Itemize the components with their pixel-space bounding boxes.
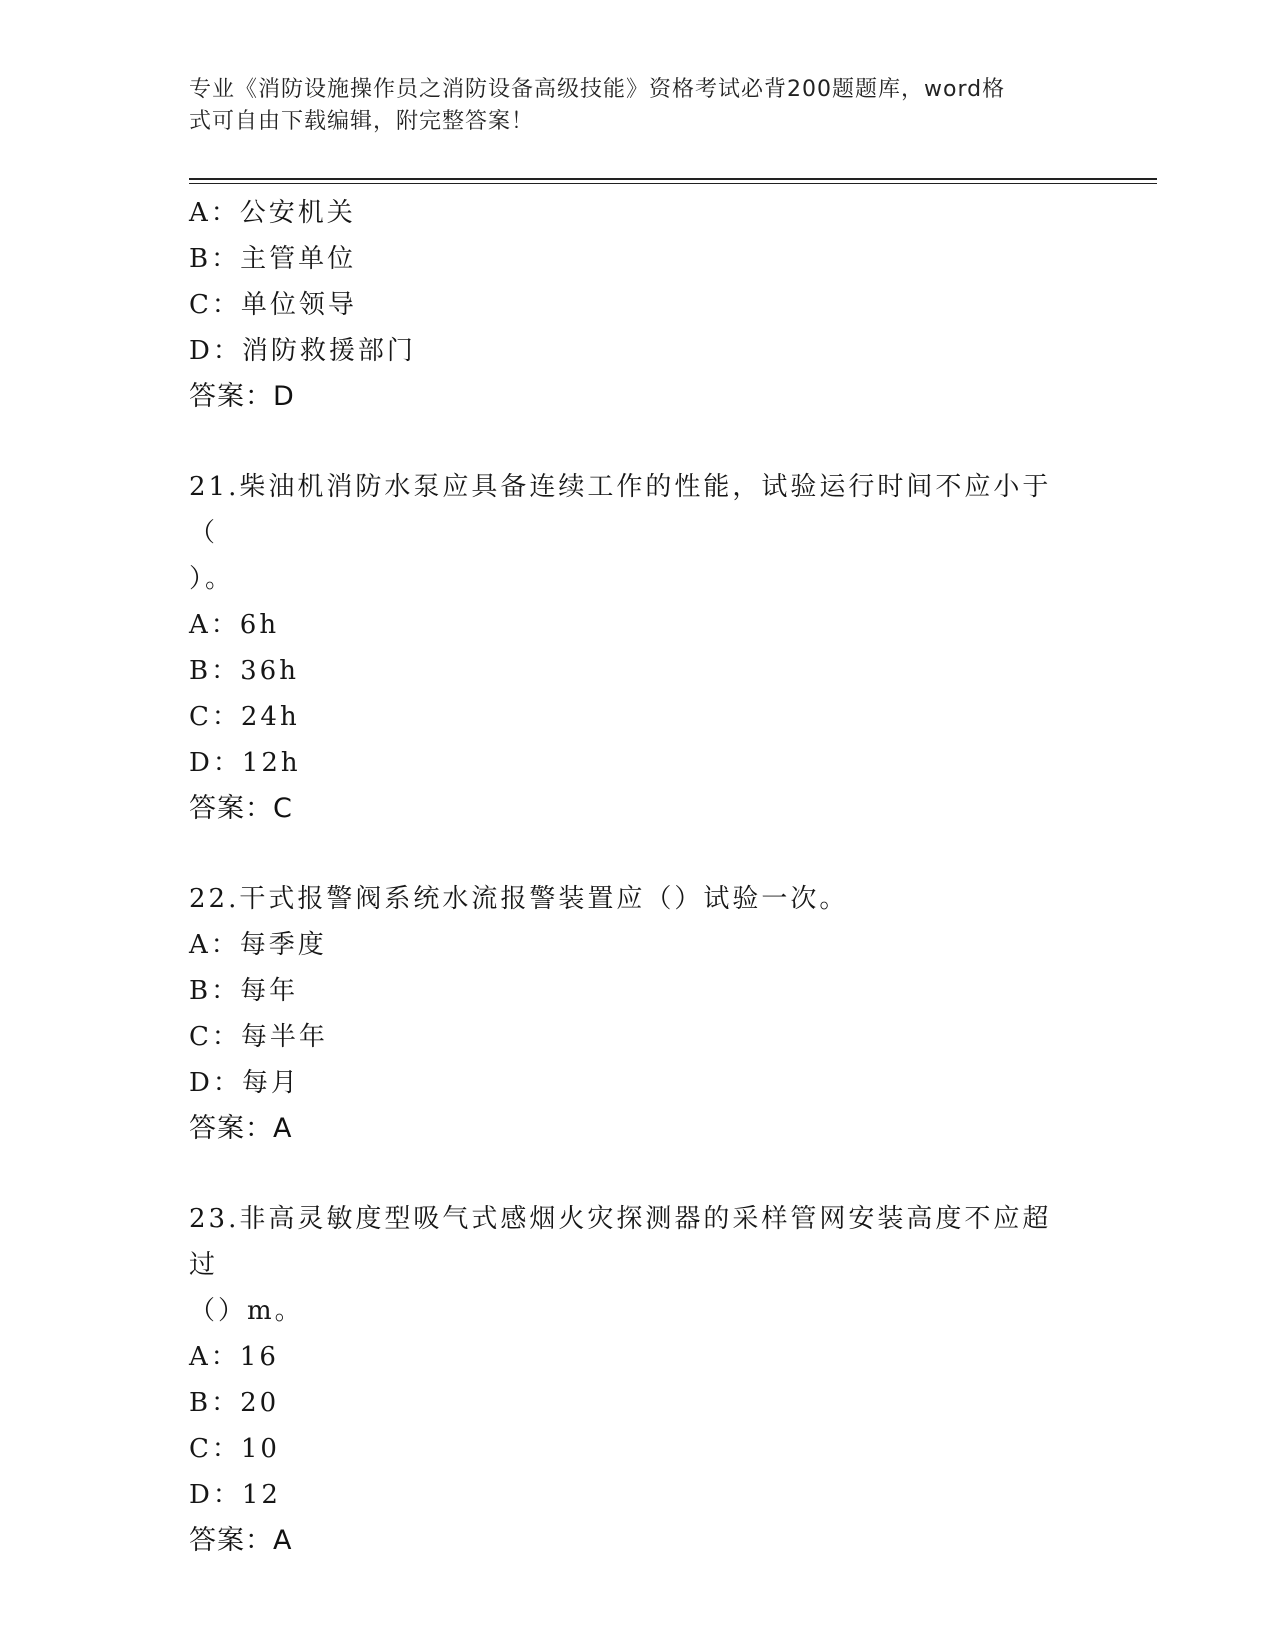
question-stem-line-1: 21.柴油机消防水泵应具备连续工作的性能，试验运行时间不应小于（	[189, 472, 1052, 548]
question-22	[189, 876, 1089, 1152]
header-divider-thin	[189, 183, 1157, 184]
option-d: D：每月	[189, 1068, 300, 1098]
option-b: B：每年	[189, 976, 299, 1006]
option-b: B：20	[189, 1388, 280, 1418]
option-c: C：单位领导	[189, 290, 357, 320]
answer: 答案：C	[189, 793, 293, 824]
document-header	[189, 74, 1069, 138]
question-21	[189, 464, 1089, 832]
option-c: C：24h	[189, 702, 300, 732]
question-23	[189, 1196, 1089, 1564]
option-c: C：每半年	[189, 1022, 328, 1052]
option-a: A：公安机关	[189, 198, 356, 228]
option-a: A：每季度	[189, 930, 327, 960]
question-stem-line-2: （）m。	[189, 1296, 304, 1326]
question-stem-line-1: 23.非高灵敏度型吸气式感烟火灾探测器的采样管网安装高度不应超过	[189, 1204, 1052, 1280]
question-20	[189, 190, 1089, 420]
option-a: A：6h	[189, 610, 280, 640]
answer: 答案：A	[189, 1525, 293, 1556]
question-list	[189, 190, 1089, 1564]
option-a: A：16	[189, 1342, 279, 1372]
option-d: D：12h	[189, 748, 301, 778]
option-b: B：36h	[189, 656, 299, 686]
answer: 答案：D	[189, 381, 295, 412]
header-divider-thick	[189, 178, 1157, 180]
header-line-1: 专业《消防设施操作员之消防设备高级技能》资格考试必背200题题库，word格	[189, 77, 1006, 102]
option-b: B：主管单位	[189, 244, 357, 274]
option-c: C：10	[189, 1434, 280, 1464]
option-d: D：消防救援部门	[189, 336, 416, 366]
answer: 答案：A	[189, 1113, 293, 1144]
question-stem-line-1: 22.干式报警阀系统水流报警装置应（）试验一次。	[189, 884, 849, 914]
question-stem-line-2: ）。	[189, 564, 235, 594]
header-line-2: 式可自由下载编辑，附完整答案！	[189, 109, 535, 134]
option-d: D：12	[189, 1480, 281, 1510]
